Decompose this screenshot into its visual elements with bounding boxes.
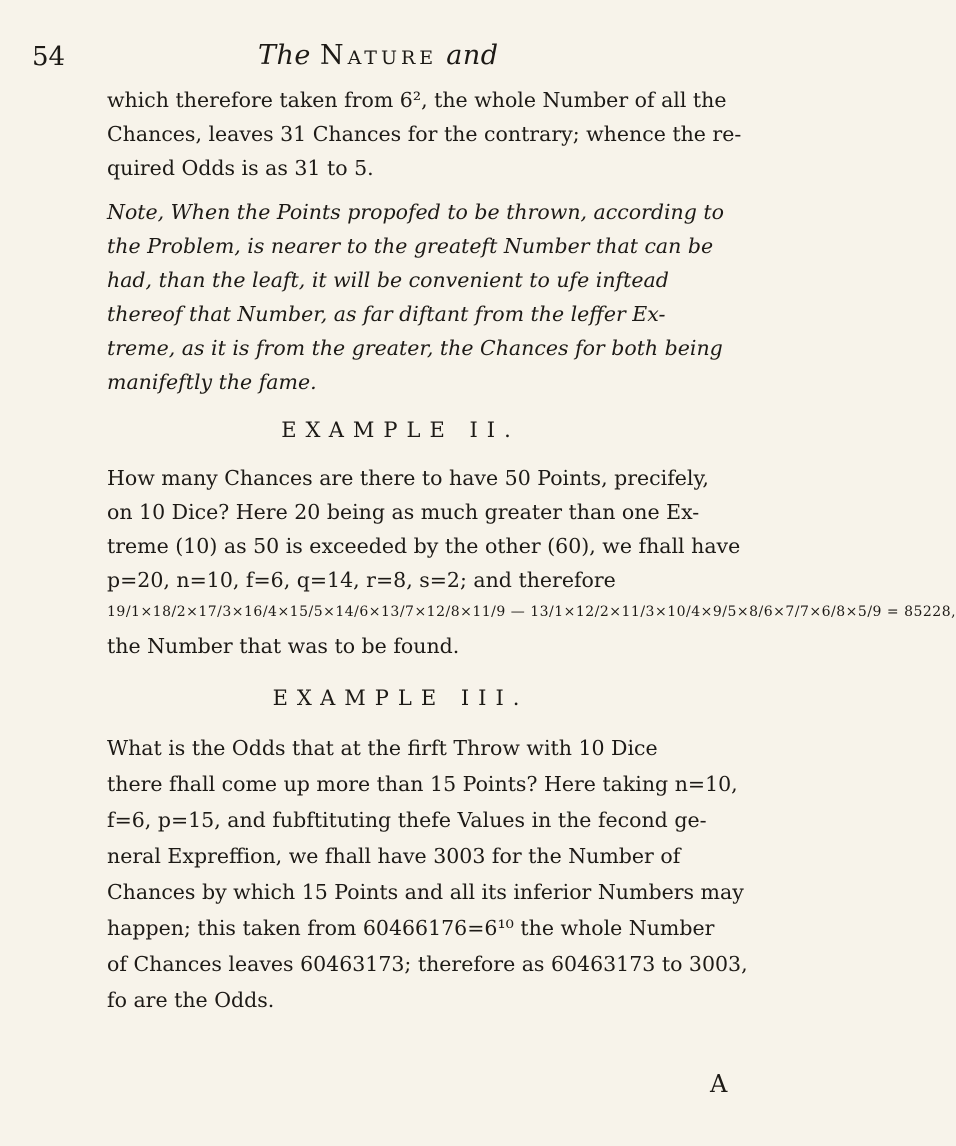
example-2-line-2: on 10 Dice? Here 20 being as much greater than one Ex- xyxy=(107,500,700,524)
running-head-the: The xyxy=(258,40,311,71)
example-3-line-7: of Chances leaves 60463173; therefore as 60463173 to 3003, xyxy=(107,952,748,976)
example-2-line-3: treme (10) as 50 is exceeded by the other (60), we fhall have xyxy=(107,534,741,558)
example-3-line-1: What is the Odds that at the firft Throw with 10 Dice xyxy=(107,736,658,760)
note-line-2: the Problem, is nearer to the greateft Number that can be xyxy=(107,234,714,258)
example-3-line-6: happen; this taken from 60466176=6¹⁰ the whole Number xyxy=(107,916,715,940)
example-3-title: EXAMPLE III. xyxy=(272,686,529,710)
example-2-line-6: the Number that was to be found. xyxy=(107,634,460,658)
catchword: A xyxy=(710,1070,728,1098)
example-3-line-3: f=6, p=15, and fubftituting thefe Values in the fecond ge- xyxy=(107,808,707,832)
example-2-line-4: p=20, n=10, f=6, q=14, r=8, s=2; and therefore xyxy=(107,568,616,592)
note-line-6: manifeftly the fame. xyxy=(107,370,317,394)
paragraph-1-line-3: quired Odds is as 31 to 5. xyxy=(107,156,374,180)
example-2-formula: 19/1×18/2×17/3×16/4×15/5×14/6×13/7×12/8×11/9 — 13/1×12/2×11/3×10/4×9/5×8/6×7/7×6/8×5/9 = 85228, xyxy=(107,604,956,620)
note-line-5: treme, as it is from the greater, the Chances for both being xyxy=(107,336,723,360)
note-line-1: Note, When the Points propofed to be thrown, according to xyxy=(107,200,724,224)
note-line-3: had, than the leaft, it will be convenient to ufe inftead xyxy=(107,268,669,292)
paragraph-1-line-2: Chances, leaves 31 Chances for the contrary; whence the re- xyxy=(107,122,742,146)
running-head xyxy=(258,40,499,71)
example-3-line-2: there fhall come up more than 15 Points? Here taking n=10, xyxy=(107,772,738,796)
note-line-4: thereof that Number, as far diftant from the leffer Ex- xyxy=(107,302,666,326)
example-3-line-4: neral Expreffion, we fhall have 3003 for the Number of xyxy=(107,844,681,868)
running-head-and: and xyxy=(446,40,499,71)
running-head-nature: Nature xyxy=(319,40,438,71)
example-3-line-8: fo are the Odds. xyxy=(107,988,275,1012)
example-2-line-1: How many Chances are there to have 50 Points, precifely, xyxy=(107,466,709,490)
paragraph-1-line-1: which therefore taken from 6², the whole Number of all the xyxy=(107,88,727,112)
example-3-line-5: Chances by which 15 Points and all its inferior Numbers may xyxy=(107,880,744,904)
example-2-title: EXAMPLE II. xyxy=(281,418,520,442)
page-number: 54 xyxy=(32,42,66,72)
